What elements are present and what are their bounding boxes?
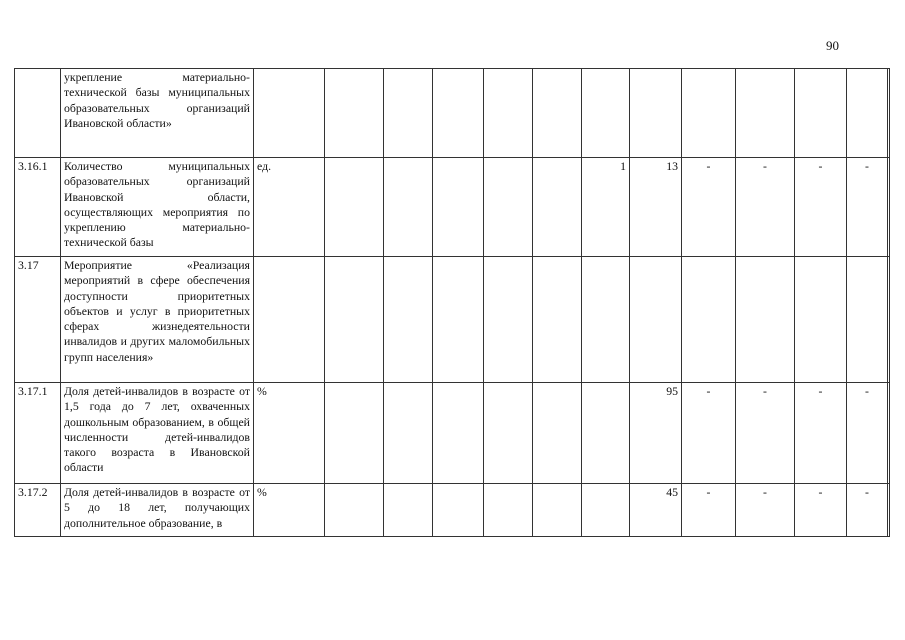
indicator-description-cell: Доля детей-инвалидов в возрасте от 5 до 18 лет, получающих дополнительное образование, в: [61, 484, 254, 537]
value-cell: -: [736, 484, 795, 537]
value-cell: -: [736, 383, 795, 484]
value-cell: [384, 158, 433, 257]
value-cell: [682, 257, 736, 383]
value-cell: [533, 158, 582, 257]
indicator-description-cell: Мероприятие «Реализация мероприятий в сфере обеспечения доступности приоритетных объектов и услуг в приоритетных сферах жизнедеятельности инвалидов и других маломобильных групп населения»: [61, 257, 254, 383]
value-cell: -: [847, 158, 888, 257]
value-cell: [533, 383, 582, 484]
value-cell: 13: [630, 158, 682, 257]
value-cell: -: [795, 383, 847, 484]
value-cell: [533, 484, 582, 537]
value-cell: [384, 257, 433, 383]
value-cell: [484, 69, 533, 158]
value-cell: [484, 158, 533, 257]
indicator-description-cell: Доля детей-инвалидов в возрасте от 1,5 года до 7 лет, охваченных дошкольным образованием, в общей численности детей-инвалидов такого возраста в Ивановской области: [61, 383, 254, 484]
value-cell: [582, 383, 630, 484]
row-number-cell: 3.17: [15, 257, 61, 383]
value-cell: -: [795, 158, 847, 257]
table-row: [15, 383, 890, 484]
value-cell: [384, 69, 433, 158]
value-cell: [433, 484, 484, 537]
value-cell: [630, 257, 682, 383]
row-number-cell: 3.17.1: [15, 383, 61, 484]
value-cell: [630, 69, 682, 158]
value-cell: [736, 69, 795, 158]
value-cell: [433, 158, 484, 257]
value-cell: [325, 158, 384, 257]
value-cell: 45: [630, 484, 682, 537]
value-cell: [325, 383, 384, 484]
value-cell: [888, 383, 890, 484]
value-cell: 1: [582, 158, 630, 257]
value-cell: [433, 257, 484, 383]
table-row: [15, 69, 890, 158]
unit-cell: %: [254, 383, 325, 484]
value-cell: [795, 257, 847, 383]
table-row: [15, 158, 890, 257]
value-cell: [795, 69, 847, 158]
page-number: 90: [826, 38, 839, 53]
value-cell: -: [682, 484, 736, 537]
value-cell: [682, 69, 736, 158]
value-cell: [847, 257, 888, 383]
value-cell: [325, 69, 384, 158]
unit-cell: %: [254, 484, 325, 537]
table-row: [15, 257, 890, 383]
value-cell: [484, 257, 533, 383]
value-cell: [533, 69, 582, 158]
value-cell: -: [847, 383, 888, 484]
value-cell: [384, 484, 433, 537]
value-cell: [888, 257, 890, 383]
indicator-description-cell: Количество муниципальных образовательных организаций Ивановской области, осуществляющих мероприятия по укреплению материально-технической базы: [61, 158, 254, 257]
table-row: [15, 484, 890, 537]
value-cell: [582, 257, 630, 383]
value-cell: -: [682, 158, 736, 257]
value-cell: 95: [630, 383, 682, 484]
value-cell: [325, 484, 384, 537]
value-cell: [484, 484, 533, 537]
value-cell: [736, 257, 795, 383]
value-cell: [384, 383, 433, 484]
value-cell: [888, 484, 890, 537]
value-cell: -: [847, 484, 888, 537]
row-number-cell: 3.17.2: [15, 484, 61, 537]
value-cell: [433, 383, 484, 484]
value-cell: [433, 69, 484, 158]
row-number-cell: 3.16.1: [15, 158, 61, 257]
value-cell: [847, 69, 888, 158]
value-cell: [582, 484, 630, 537]
value-cell: -: [736, 158, 795, 257]
value-cell: [888, 69, 890, 158]
value-cell: -: [682, 383, 736, 484]
row-number-cell: [15, 69, 61, 158]
value-cell: [484, 383, 533, 484]
indicator-description-cell: укрепление материально-технической базы муниципальных образовательных организаций Ивановской области»: [61, 69, 254, 158]
value-cell: -: [795, 484, 847, 537]
indicators-table: [14, 68, 890, 537]
unit-cell: [254, 69, 325, 158]
value-cell: [888, 158, 890, 257]
value-cell: [582, 69, 630, 158]
value-cell: [325, 257, 384, 383]
unit-cell: ед.: [254, 158, 325, 257]
unit-cell: [254, 257, 325, 383]
value-cell: [533, 257, 582, 383]
